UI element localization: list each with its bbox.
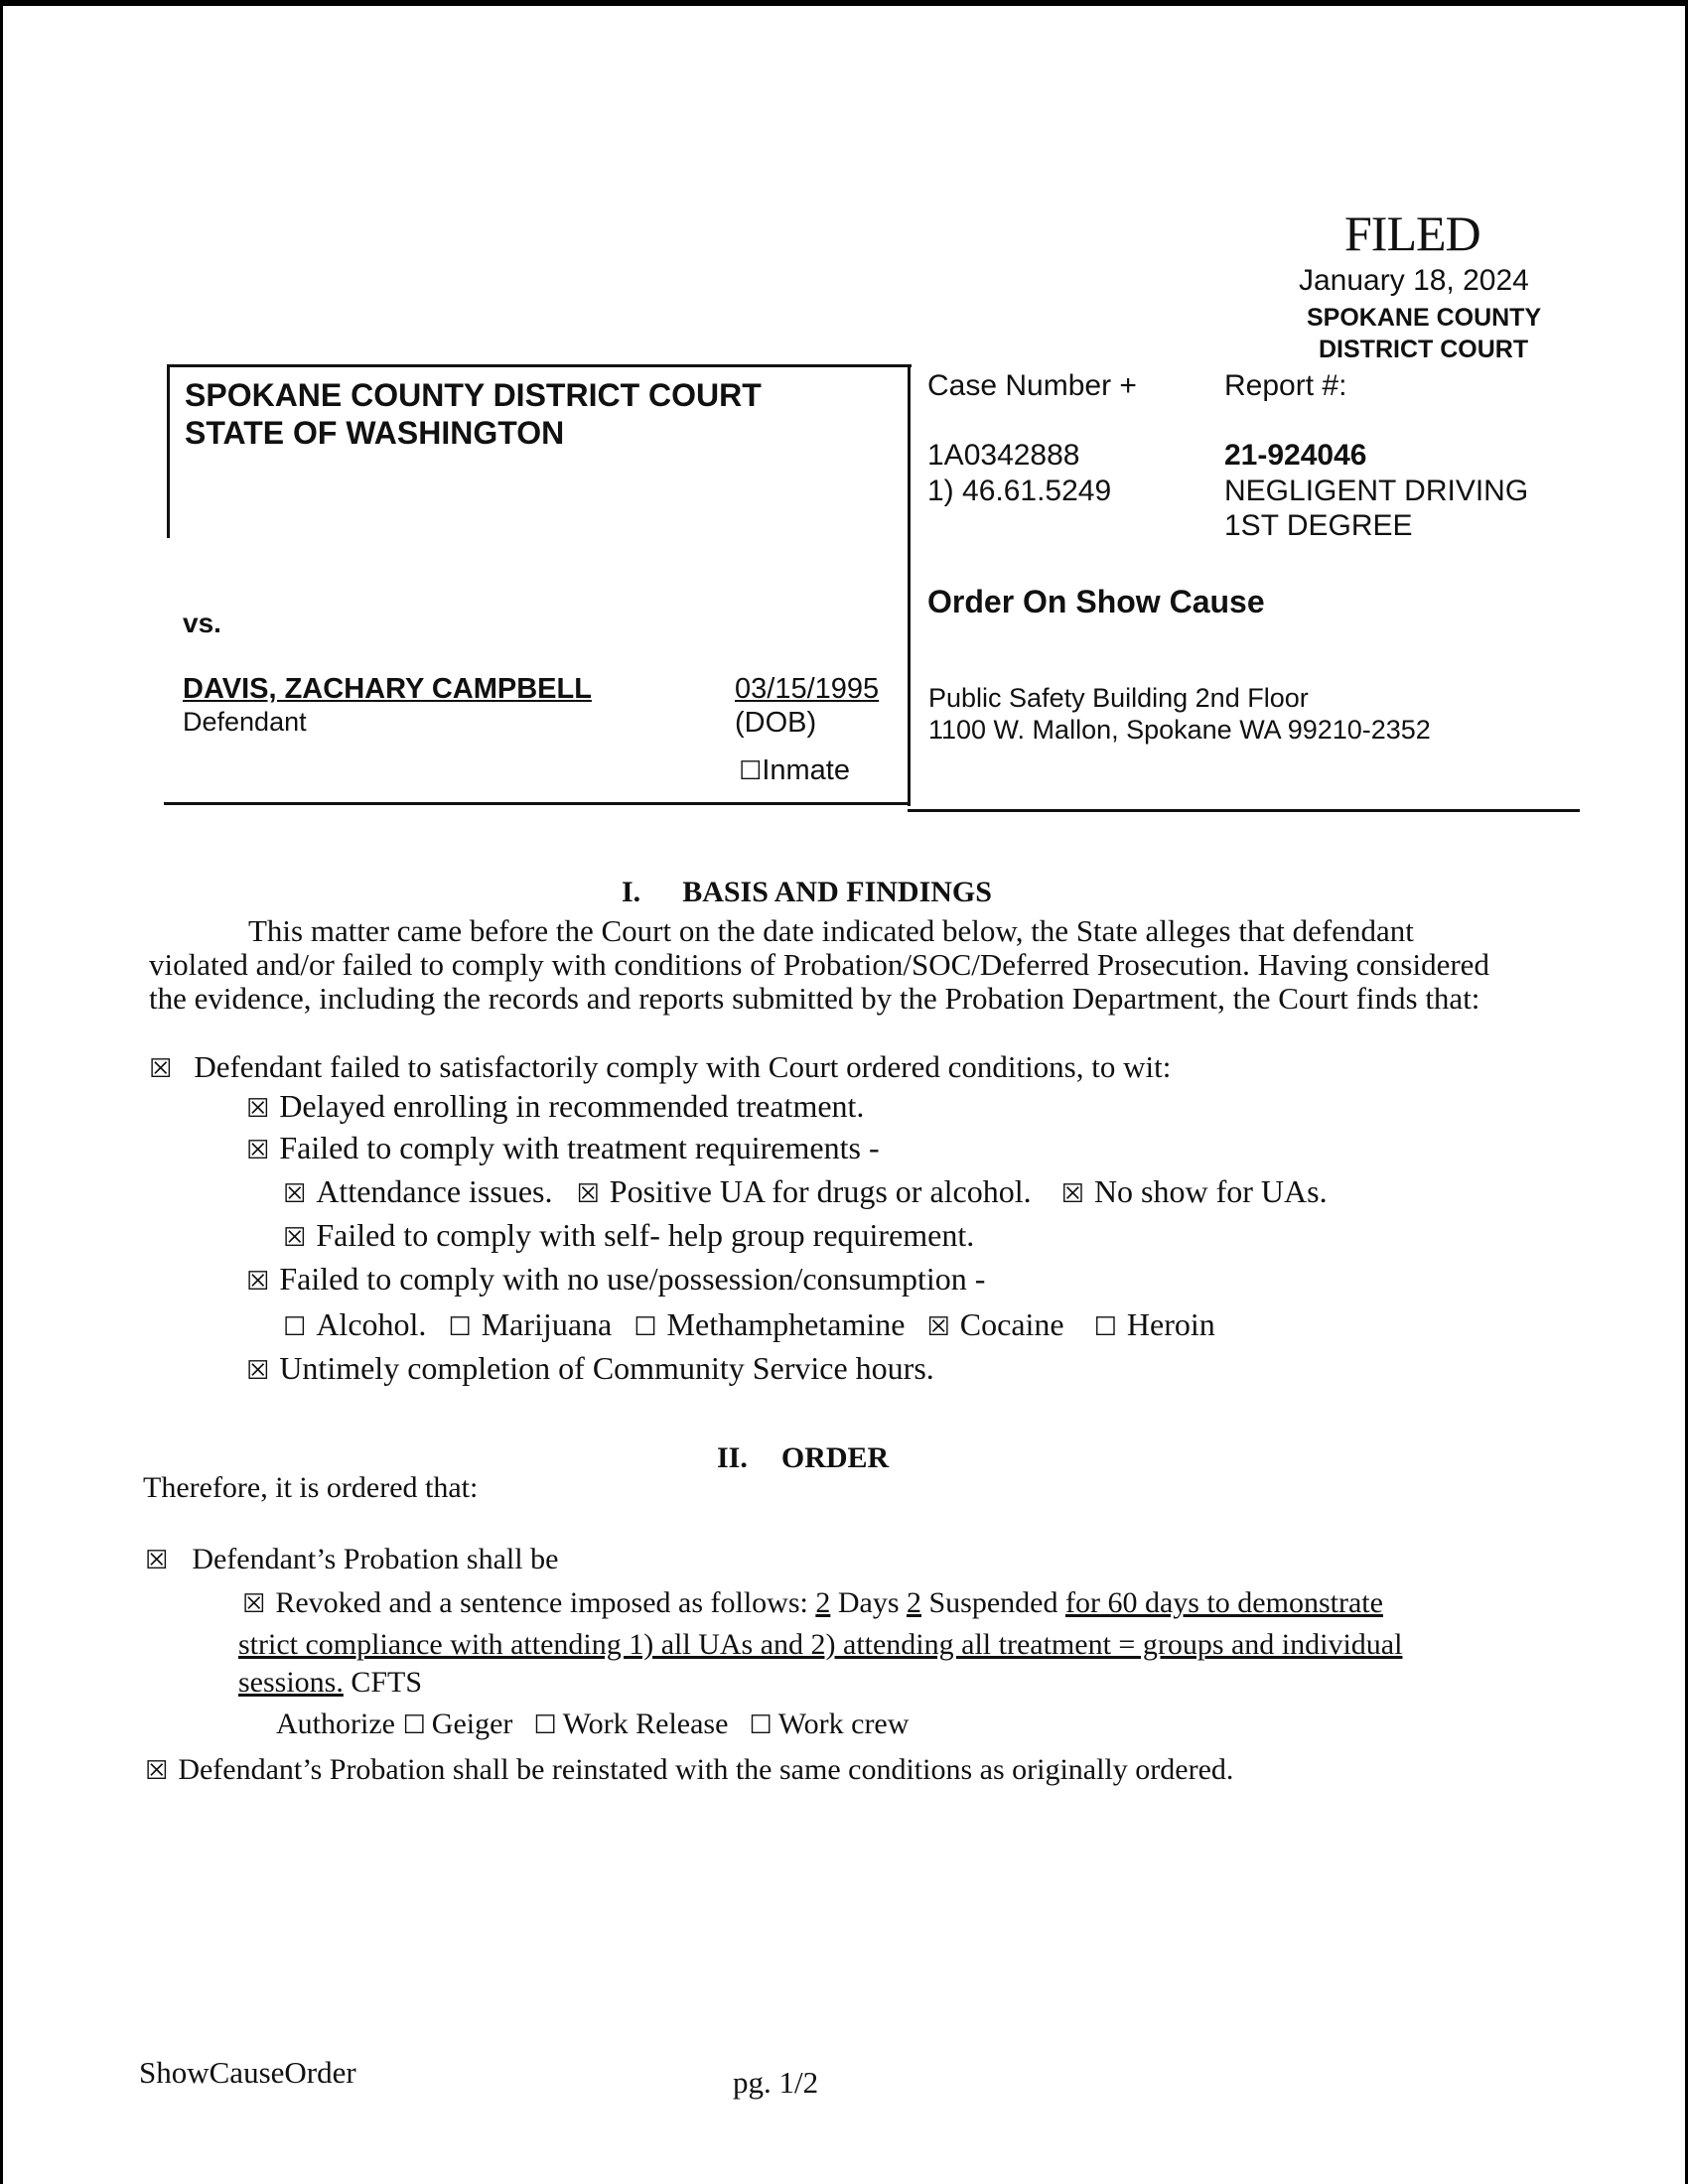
positive-ua-text: Positive UA for drugs or alcohol. xyxy=(609,1173,1032,1209)
meth-checkbox[interactable]: ☐ xyxy=(633,1312,657,1342)
address-line-1: Public Safety Building 2nd Floor xyxy=(928,683,1309,713)
inmate-label: Inmate xyxy=(762,754,850,786)
order-revoked xyxy=(242,1586,1383,1620)
basis-paragraph-line-3: the evidence, including the records and reports submitted by the Probation Department, the Court finds that: xyxy=(149,981,1480,1016)
finding-delayed xyxy=(246,1088,864,1125)
basis-paragraph-line-1: This matter came before the Court on the date indicated below, the State alleges that defendant xyxy=(248,913,1414,948)
document-title: Order On Show Cause xyxy=(927,584,1265,619)
finding-treatment xyxy=(246,1130,880,1166)
address-line-2: 1100 W. Mallon, Spokane WA 99210-2352 xyxy=(928,715,1431,745)
section-2-heading xyxy=(717,1441,889,1475)
work-crew-text: Work crew xyxy=(777,1707,910,1740)
charge-line-2: 1ST DEGREE xyxy=(1224,509,1413,542)
scan-top-edge xyxy=(0,0,1688,6)
heroin-text: Heroin xyxy=(1126,1306,1215,1342)
marijuana-text: Marijuana xyxy=(481,1306,613,1342)
no-show-text: No show for UAs. xyxy=(1093,1173,1328,1209)
community-checkbox[interactable]: ☒ xyxy=(246,1356,270,1386)
no-use-checkbox[interactable]: ☒ xyxy=(246,1267,270,1297)
order-reinstated xyxy=(145,1753,1233,1787)
caption-bottom-left-rule xyxy=(164,802,911,805)
no-use-text: Failed to comply with no use/possession/consumption - xyxy=(279,1261,986,1297)
filed-stamp-word: FILED xyxy=(1344,205,1480,261)
alcohol-checkbox[interactable]: ☐ xyxy=(283,1312,307,1342)
court-name: SPOKANE COUNTY DISTRICT COURT xyxy=(185,377,762,413)
authorize-row xyxy=(276,1707,909,1741)
self-help-checkbox[interactable]: ☒ xyxy=(283,1223,307,1253)
case-number-label: Case Number + xyxy=(927,369,1137,402)
inmate-checkbox[interactable]: ☐ xyxy=(739,756,763,786)
finding-delayed-text: Delayed enrolling in recommended treatment. xyxy=(279,1088,865,1124)
finding-main-text: Defendant failed to satisfactorily comply with Court ordered conditions, to wit: xyxy=(194,1049,1172,1084)
cocaine-text: Cocaine xyxy=(959,1306,1064,1342)
section-1-heading xyxy=(622,876,992,909)
finding-main xyxy=(149,1048,1171,1085)
work-release-text: Work Release xyxy=(562,1707,729,1740)
cfts-text: CFTS xyxy=(351,1666,423,1699)
inmate-checkbox-row[interactable] xyxy=(739,754,850,787)
positive-ua-checkbox[interactable]: ☒ xyxy=(576,1179,600,1209)
section-1-title: BASIS AND FINDINGS xyxy=(682,876,992,908)
caption-bottom-right-rule xyxy=(908,809,1580,812)
charge-line-1: NEGLIGENT DRIVING xyxy=(1224,475,1529,507)
section-2-number: II. xyxy=(717,1441,748,1474)
filed-stamp-date: January 18, 2024 xyxy=(1299,264,1529,297)
report-number: 21-924046 xyxy=(1224,439,1367,472)
case-number: 1A0342888 xyxy=(927,439,1080,472)
vs-label: vs. xyxy=(183,608,221,638)
order-probation-text: Defendant’s Probation shall be xyxy=(192,1543,559,1575)
meth-text: Methamphetamine xyxy=(666,1306,906,1342)
revoked-prefix: Revoked and a sentence imposed as follows: xyxy=(275,1586,808,1619)
geiger-checkbox[interactable]: ☐ xyxy=(402,1710,426,1740)
filed-stamp-court: DISTRICT COURT xyxy=(1319,336,1529,363)
therefore-text: Therefore, it is ordered that: xyxy=(143,1471,479,1504)
basis-paragraph-line-2: violated and/or failed to comply with conditions of Probation/SOC/Deferred Prosecution. Having considered xyxy=(149,947,1489,982)
days-suspended: 2 xyxy=(907,1586,921,1619)
defendant-role: Defendant xyxy=(183,707,307,737)
self-help-text: Failed to comply with self- help group requirement. xyxy=(316,1217,975,1253)
report-number-label: Report #: xyxy=(1224,369,1347,402)
work-release-checkbox[interactable]: ☐ xyxy=(533,1710,557,1740)
days-label: Days xyxy=(837,1586,900,1619)
order-probation xyxy=(145,1543,558,1576)
geiger-text: Geiger xyxy=(431,1707,513,1740)
dob-label: (DOB) xyxy=(735,707,817,739)
finding-treatment-details xyxy=(283,1173,1328,1210)
finding-main-checkbox[interactable]: ☒ xyxy=(149,1054,173,1084)
caption-box-left xyxy=(167,364,170,538)
finding-no-use xyxy=(246,1261,985,1297)
substance-options xyxy=(283,1306,1215,1343)
footer-page-number: pg. 1/2 xyxy=(733,2065,819,2100)
alcohol-text: Alcohol. xyxy=(316,1306,427,1342)
marijuana-checkbox[interactable]: ☐ xyxy=(448,1312,472,1342)
authorize-label: Authorize xyxy=(276,1707,395,1740)
attendance-checkbox[interactable]: ☒ xyxy=(283,1179,307,1209)
section-2-title: ORDER xyxy=(780,1441,890,1474)
court-state: STATE OF WASHINGTON xyxy=(185,415,565,451)
scan-left-edge xyxy=(0,0,3,2184)
cocaine-checkbox[interactable]: ☒ xyxy=(926,1312,950,1342)
community-text: Untimely completion of Community Service hours. xyxy=(279,1350,934,1386)
attendance-text: Attendance issues. xyxy=(316,1173,553,1209)
finding-treatment-text: Failed to comply with treatment requirements - xyxy=(279,1130,880,1165)
filed-stamp-county: SPOKANE COUNTY xyxy=(1307,304,1542,332)
caption-box-top xyxy=(167,364,912,367)
defendant-dob: 03/15/1995 xyxy=(735,673,880,705)
conditions-sessions: sessions. xyxy=(238,1666,344,1699)
caption-box-divider xyxy=(908,364,911,806)
suspended-label: Suspended xyxy=(928,1586,1058,1619)
finding-community xyxy=(246,1350,934,1387)
conditions-line-2: strict compliance with attending 1) all UAs and 2) attending all treatment = groups and individual xyxy=(238,1628,1403,1661)
work-crew-checkbox[interactable]: ☐ xyxy=(749,1710,773,1740)
footer-form-name: ShowCauseOrder xyxy=(139,2055,356,2090)
defendant-name: DAVIS, ZACHARY CAMPBELL xyxy=(183,673,592,705)
finding-self-help xyxy=(283,1217,974,1254)
order-reinstated-checkbox[interactable]: ☒ xyxy=(145,1756,169,1786)
section-1-number: I. xyxy=(622,876,641,908)
finding-delayed-checkbox[interactable]: ☒ xyxy=(246,1094,270,1124)
statute: 1) 46.61.5249 xyxy=(927,475,1112,507)
conditions-line-1: for 60 days to demonstrate xyxy=(1065,1586,1383,1619)
conditions-line-3 xyxy=(238,1666,422,1700)
heroin-checkbox[interactable]: ☐ xyxy=(1093,1312,1117,1342)
finding-treatment-checkbox[interactable]: ☒ xyxy=(246,1136,270,1165)
order-reinstated-text: Defendant’s Probation shall be reinstated with the same conditions as originally ordered. xyxy=(178,1753,1234,1786)
order-revoked-checkbox[interactable]: ☒ xyxy=(242,1589,266,1619)
order-probation-checkbox[interactable]: ☒ xyxy=(145,1546,169,1575)
no-show-checkbox[interactable]: ☒ xyxy=(1060,1179,1084,1209)
days-imposed: 2 xyxy=(815,1586,831,1619)
